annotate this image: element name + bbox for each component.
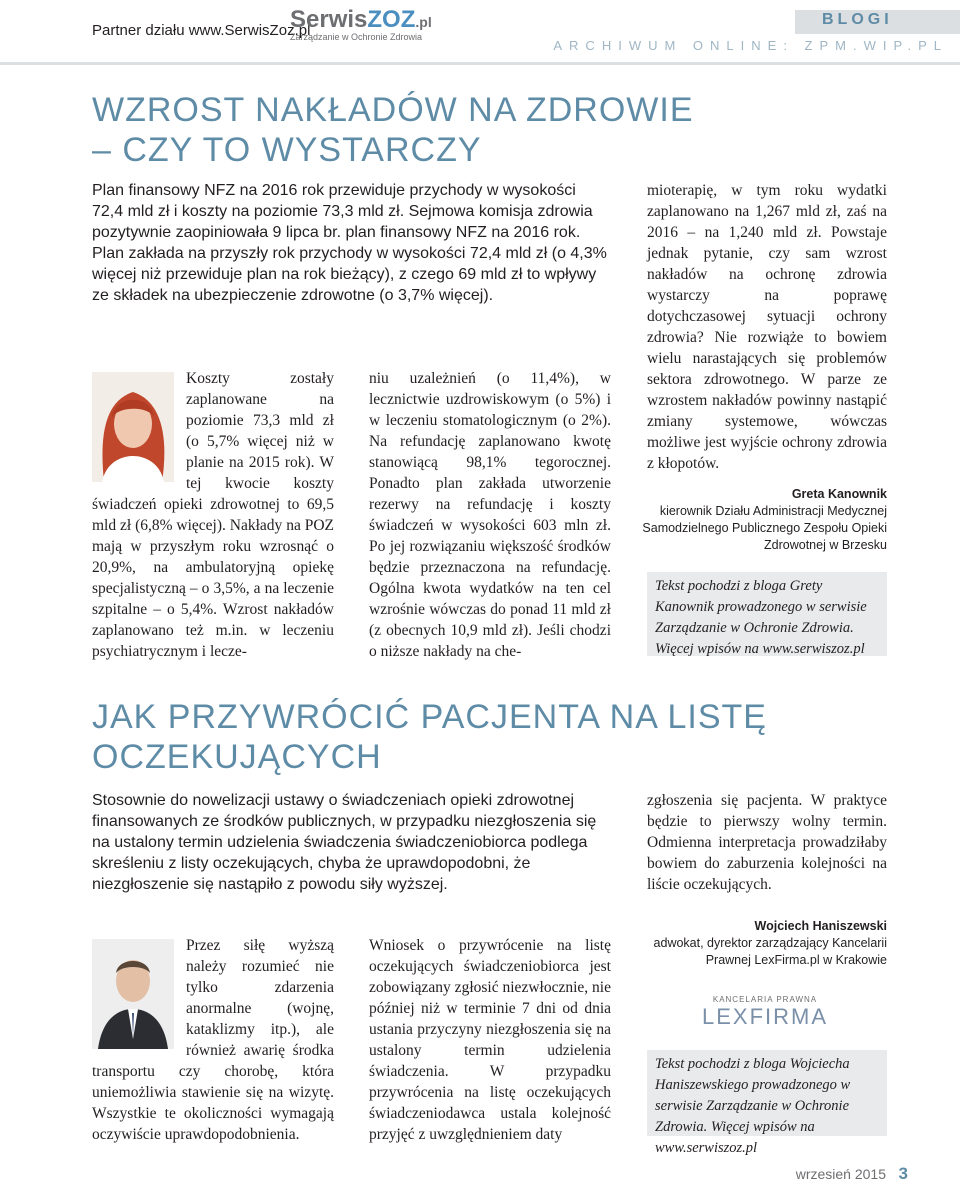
logo-subtitle: Zarządzanie w Ochronie Zdrowia — [290, 32, 423, 42]
author-photo-greta — [92, 372, 174, 482]
article2-col1 — [92, 935, 334, 1145]
archive-label: ARCHIWUM ONLINE: ZPM.WIP.PL — [553, 38, 948, 53]
issue-date: wrzesień 2015 — [795, 1166, 886, 1182]
logo-text-c: .pl — [415, 14, 432, 30]
page-header — [0, 0, 960, 70]
lexfirma-logo — [700, 995, 830, 1035]
header-rule — [0, 62, 960, 65]
article2-col2: Wniosek o przywrócenie na listę oczekujących świadczeniobiorca jest zobowiązany zgłosić niezwłocznie, nie później niż w terminie 7 dni od dnia ustania przyczyny niezgłoszenia się na ustalony termin udzielenia świadczenia. W przypadku przywrócenia na listę oczekujących świadczeniodawca ustala kolejność przyjęć z uwzględnieniem daty — [369, 937, 611, 1143]
article2-author — [640, 918, 887, 969]
serwiszoz-logo — [290, 6, 430, 54]
logo-text-b: ZOZ — [367, 6, 416, 33]
article2-col3: zgłoszenia się pacjenta. W praktyce będzie to pierwszy wolny termin. Odmienna interpretacja prowadziłaby bowiem do zaburzenia kolejności na liście oczekujących. — [647, 792, 887, 893]
article1-author-name: Greta Kanownik — [791, 487, 887, 501]
section-label: BLOGI — [822, 11, 893, 28]
lexfirma-logo-top: KANCELARIA PRAWNA — [712, 995, 818, 1004]
article1-lead: Plan finansowy NFZ na 2016 rok przewiduje przychody w wysokości 72,4 mld zł i koszty na poziomie 73,3 mld zł. Sejmowa komisja zdrowia pozytywnie zaopiniowała 9 lipca br. plan finansowy NFZ na 2016 rok. Plan zakłada na przyszły rok przychody w wysokości 72,4 mld zł (o 4,3% więcej niż przewiduje plan na rok bieżący), z czego 69 mld zł to wpływy ze składek na ubezpieczenie zdrowotne (o 3,7% więcej). — [92, 182, 607, 304]
article2-headline: JAK PRZYWRÓCIĆ PACJENTA NA LISTĘ OCZEKUJĄCYCH — [92, 698, 767, 776]
article1-author-role: kierownik Działu Administracji Medycznej Samodzielnego Publicznego Zespołu Opieki Zdrowotnej w Brzesku — [642, 504, 887, 552]
lexfirma-logo-main: LEXFIRMA — [701, 1004, 829, 1029]
partner-label: Partner działu www.SerwisZoz.pl — [92, 22, 311, 39]
article2-col1-text: Przez siłę wyższą należy rozumieć nie tylko zdarzenia anormalne (wojnę, kataklizmy itp.), ale również awarię środka transportu czy chorobę, która uniemożliwia stawienie się na wizytę. Wszystkie te okoliczności wymagają oczywiście uprawdopodobnienia. — [92, 937, 334, 1143]
article1-col3: mioterapię, w tym roku wydatki zaplanowano na 1,267 mld zł, zaś na 2016 – na 1,240 mld zł. Powstaje jednak pytanie, czy sam wzrost nakładów na ochronę zdrowia wystarczy na poprawę dotychczasowej sytuacji ochrony zdrowia? Nie rozwiąże to bowiem wielu narastających się problemów sektora zdrowotnego. W parze ze wzrostem nakładów powinny nastąpić zmiany systemowe, wówczas możliwe jest wyjście ochrony zdrowia z kłopotów. — [647, 182, 887, 472]
article1-col2: niu uzależnień (o 11,4%), w lecznictwie uzdrowiskowym (o 5%) i w leczeniu stomatologicznym (o 2%). Na refundację zaplanowano kwotę stanowiącą 98,1% tegorocznej. Ponadto plan zakłada utworzenie rezerwy na refundację i koszty świadczeń w wysokości 603 mln zł. Po jej rozwiązaniu większość środków będzie przeznaczona na refundację. Ogólna kwota wydatków na ten cel wzrośnie wówczas do ponad 11 mld zł (z obecnych 10,9 mld zł). Jeśli chodzi o niższe nakłady na che- — [369, 370, 611, 660]
article1-headline: WZROST NAKŁADÓW NA ZDROWIE – CZY TO WYSTARCZY — [92, 91, 694, 169]
article1-col1-text: Koszty zostały zaplanowane na poziomie 73,3 mld zł (o 5,7% więcej niż w planie na 2015 rok). W tej kwocie koszty świadczeń opieki zdrowotnej to 69,5 mld zł (6,8% więcej). Nakłady na POZ mają w przyszłym roku wzrosnąć o 20,9%, na ambulatoryjną opiekę specjalistyczną – o 3,5%, a na leczenie szpitalne – o 5,4%. Wzrost nakładów zaplanowano też m.in. w leczeniu psychiatrycznym i lecze- — [92, 370, 334, 660]
article2-lead: Stosownie do nowelizacji ustawy o świadczeniach opieki zdrowotnej finansowanych ze środków publicznych, w przypadku niezgłoszenia się na ustalony termin udzielenia świadczenia świadczeniobiorca podlega skreśleniu z listy oczekujących, chyba że uprawdopodobni, że niezgłoszenie się nastąpiło z powodu siły wyższej. — [92, 792, 597, 893]
logo-text-a: Serwis — [290, 6, 368, 33]
article1-col1 — [92, 368, 334, 662]
article1-author — [620, 486, 887, 554]
author-photo-wojciech — [92, 939, 174, 1049]
article2-author-role: adwokat, dyrektor zarządzający Kancelarii Prawnej LexFirma.pl w Krakowie — [653, 936, 887, 967]
article2-author-name: Wojciech Haniszewski — [754, 919, 887, 933]
page-number: 3 — [898, 1164, 908, 1183]
article1-source-note: Tekst pochodzi z bloga Grety Kanownik prowadzonego w serwisie Zarządzanie w Ochronie Zdrowia. Więcej wpisów na www.serwiszoz.pl — [647, 572, 887, 656]
article2-source-note: Tekst pochodzi z bloga Wojciecha Haniszewskiego prowadzonego w serwisie Zarządzanie w Ochronie Zdrowia. Więcej wpisów na www.serwiszoz.pl — [647, 1050, 887, 1136]
